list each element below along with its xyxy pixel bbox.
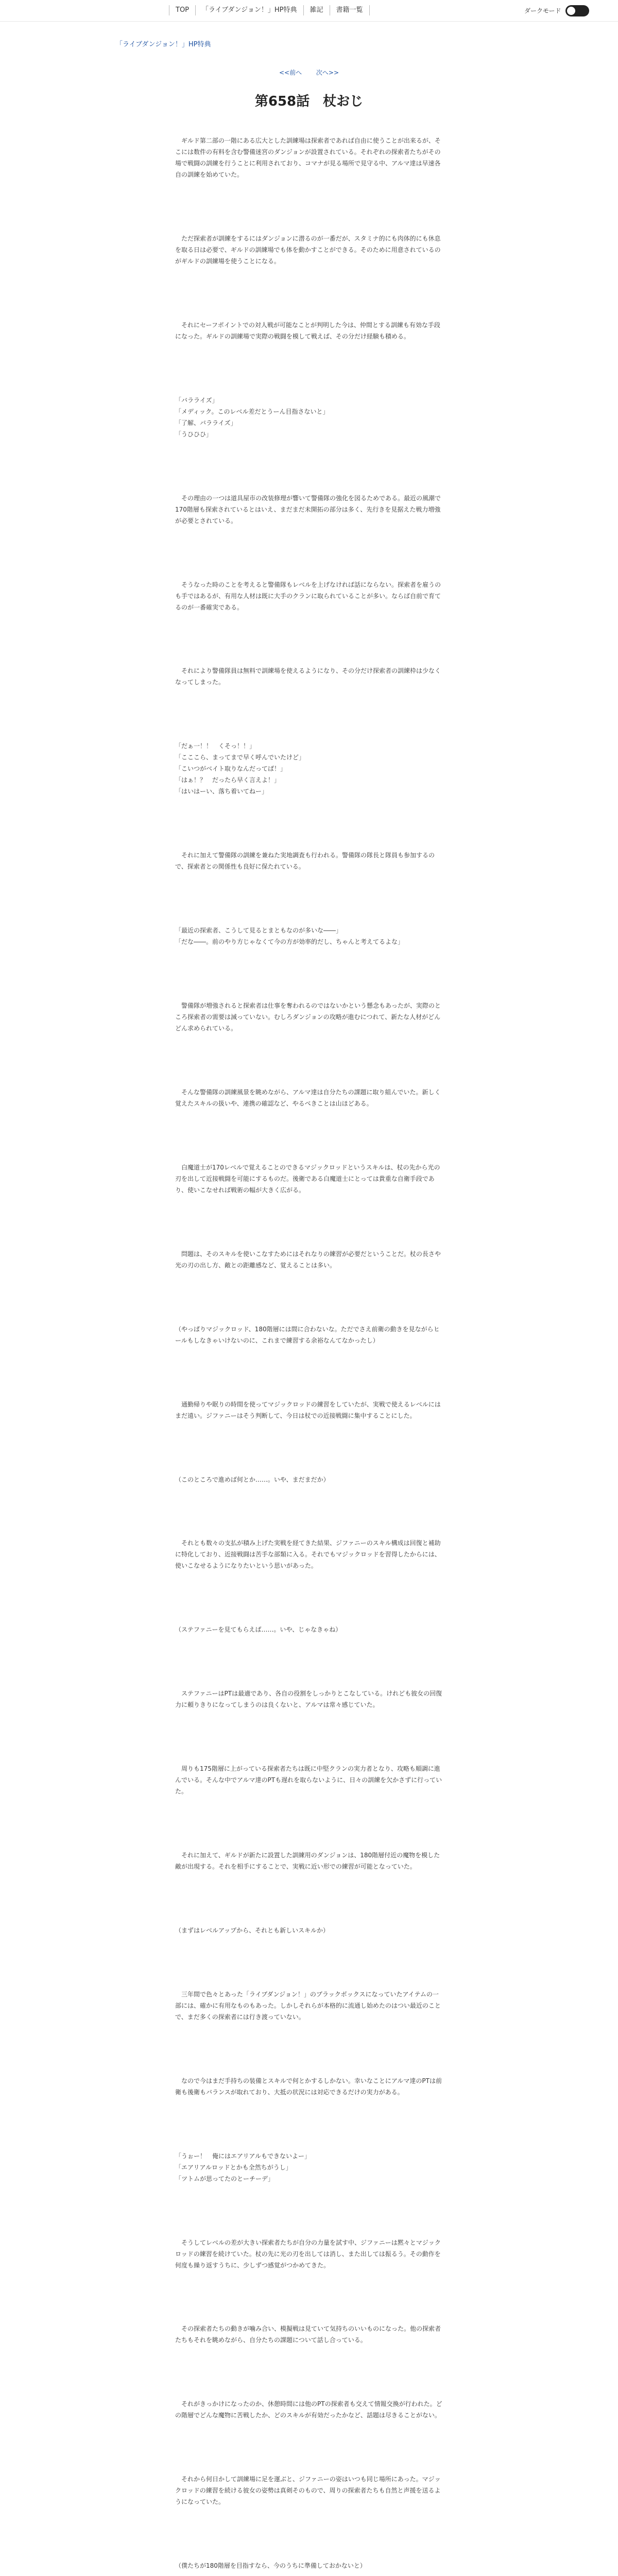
story-paragraph: 「だぁ一！！ くそっ！！」 「こここら、まってまで早く呼んでいたけど」 「こいつがベイト取りなんだってば！」 「はぁ！？ だったら早く言えよ！」 「はいはーい、落ち着いてねー」 [175,742,305,795]
story-paragraph: 通勤帰りや眠りの時間を使ってマジックロッドの練習をしていたが、実戦で使えるレベルにはまだ遠い。ジファニーはそう判断して、今日は杖での近接戦闘に集中することにした。 [175,1400,441,1419]
chapter-title: 第658話 杖おじ [254,94,364,109]
toggle-knob [567,7,575,15]
story-paragraph: 「うぉー！ 俺にはエアリアルもできないよー」 「エアリアルロッドとかも全然ちがうし」 「ツトムが思ってたのとーチーデ」 [175,2152,311,2182]
darkmode-control [524,5,589,16]
breadcrumb-link[interactable]: 「ライブダンジョン！」HP特典 [116,41,211,48]
story-paragraph: それにより警備隊員は無料で訓練場を使えるようになり、その分だけ探索者の訓練枠は少なくなってしまった。 [175,667,441,686]
prev-link[interactable]: <<前へ [279,69,302,76]
story-paragraph: 「最近の探索者、こうして見るとまともなのが多いな――」 「だな――。前のやり方じゃなくて今の方が効率的だし、ちゃんと考えてるよな」 [175,927,404,946]
story-paragraph: ステファニーはPTは最適であり、各自の役割をしっかりとこなしている。けれども彼女の回復力に頼りきりになってしまうのは良くないと、アルマは常々感じていた。 [175,1690,442,1709]
nav-links [169,5,370,15]
darkmode-toggle[interactable] [565,5,589,16]
story-paragraph: そうなった時のことを考えると警備隊もレベルを上げなければ話にならない。探索者を雇うのも手ではあるが、有用な人材は既に大手のクランに取られていることが多い。ならば自前で育てるのが一番確実である。 [175,581,441,611]
story-paragraph: その理由の一つは道具屋市の改装修理が響いて警備隊の強化を図るためである。最近の風潮で170階層も探索されているとはいえ、まだまだ未開拓の部分は多く、先行きを見据えた戦力増強が必要とされている。 [175,494,441,524]
darkmode-label: ダークモード [524,7,561,14]
story-paragraph: それがきっかけになったのか、休憩時間には他のPTの探索者も交えて情報交換が行われた。どの階層でどんな魔物に苦戦したか、どのスキルが有効だったかなど、話題は尽きることがない。 [175,2400,442,2419]
story-paragraph: 「バラライズ」 「メディック。このレベル差だとうーん目指さないと」 「了解、バラライズ」 「うひひひ」 [175,396,329,438]
story-paragraph: ギルド第二部の一階にある広大とした訓練場は探索者であれば自由に使うことが出来るが、そこには数件の有料を含む警備迷宮のダンジョンが設置されている。それぞれの探索者たちがその場で戦闘の訓練を行うことに利用されており、コマナが見る場所で見守る中、アルマ達は早速各自の訓練を始めていた。 [175,137,441,178]
story-paragraph: （僕たちが180階層を目指すなら、今のうちに準備しておかないと） [175,2562,366,2570]
story-paragraph: そうしてレベルの差が大きい探索者たちが自分の力量を試す中、ジファニーは黙々とマジックロッドの練習を続けていた。杖の先に光の刃を出しては消し、また出しては振るう。その動作を何度も繰り返すうちに、少しずつ感覚がつかめてきた。 [175,2239,441,2269]
nav-top[interactable]: TOP [169,5,195,15]
next-link[interactable]: 次へ>> [316,69,339,76]
story-paragraph: （まずはレベルアップから、それとも新しいスキルか） [175,1926,330,1934]
nav-notes[interactable]: 雑記 [303,5,330,15]
story-paragraph: ただ探索者が訓練をするにはダンジョンに潜るのが一番だが、スタミナ的にも肉体的にも休息を取る日は必要で、ギルドの訓練場でも体を動かすことができる。そのために用意されているのがギルドの訓練場を使うことになる。 [175,234,441,265]
chapter-body [175,135,443,2576]
story-paragraph: 警備隊が増強されると探索者は仕事を奪われるのではないかという懸念もあったが、実際のところ探索者の需要は減っていない。むしろダンジョンの攻略が進むにつれて、新たな人材がどんどん求められている。 [175,1002,441,1032]
story-paragraph: それに加えて警備隊の訓練を兼ねた実地調査も行われる。警備隊の隊長と隊員も参加するので、探索者との関係性も良好に保たれている。 [175,852,435,871]
story-paragraph: （やっぱりマジックロッド、180階層には間に合わないな。ただでさえ前衛の動きを見ながらヒールもしなきゃいけないのに、これまで練習する余裕なんてなかったし） [175,1325,440,1344]
story-paragraph: 周りも175階層に上がっている探索者たちは既に中堅クランの実力者となり、攻略も順調に進んでいる。そんな中でアルマ達のPTも遅れを取らないように、日々の訓練を欠かさずに行っていた。 [175,1765,442,1795]
story-paragraph: 白魔道士が170レベルで覚えることのできるマジックロッドというスキルは、杖の先から光の刃を出して近接戦闘を可能にするものだ。後衛である白魔道士にとっては貴重な自衛手段であり、使いこなせれば戦術の幅が大きく広がる。 [175,1163,440,1194]
story-paragraph: なので今はまだ手持ちの装備とスキルで何とかするしかない。幸いなことにアルマ達のPTは前衛も後衛もバランスが取れており、大抵の状況には対応できるだけの実力がある。 [175,2077,442,2096]
story-paragraph: 三年間で色々とあった「ライブダンジョン！」のブラックボックスになっていたアイテムの一部には、確かに有用なものもあった。しかしそれらが本格的に流通し始めたのはつい最近のことで、まだ多くの探索者には行き渡っていない。 [175,1990,441,2021]
story-paragraph: それとも数々の支払が積み上げた実戦を経てきた結果、ジファニーのスキル構成は回復と補助に特化しており、近接戦闘は苦手な部類に入る。それでもマジックロッドを習得したからには、使いこなせるようになりたいという思いがあった。 [175,1539,441,1570]
story-paragraph: 問題は、そのスキルを使いこなすためにはそれなりの練習が必要だということだ。杖の長さや光の刃の出し方、敵との距離感など、覚えることは多い。 [175,1250,441,1269]
story-paragraph: （このところで進めば何とか……。いや、まだまだか） [175,1476,330,1483]
nav-books[interactable]: 書籍一覧 [330,5,370,15]
top-navigation [0,0,618,22]
story-paragraph: それにセーフポイントでの対人戦が可能なことが判明した今は、仲間とする訓練も有効な手段になった。ギルドの訓練場で実際の戦闘を模して戦えば、その分だけ経験も積める。 [175,321,440,340]
nav-hp-bonus[interactable]: 「ライブダンジョン！」HP特典 [195,5,303,15]
story-paragraph: それに加えて、ギルドが新たに設置した訓練用のダンジョンは、180階層付近の魔物を模した敵が出現する。それを相手にすることで、実戦に近い形での練習が可能となっていた。 [175,1852,440,1871]
story-paragraph: その探索者たちの動きが噛み合い、模擬戦は見ていて気持ちのいいものになった。他の探索者たちもそれを眺めながら、自分たちの課題について話し合っている。 [175,2325,441,2344]
story-paragraph: それから何日かして訓練場に足を運ぶと、ジファニーの姿はいつも同じ場所にあった。マジックロッドの練習を続ける彼女の姿勢は真剣そのもので、周りの探索者たちも自然と声援を送るようになっていた。 [175,2476,441,2506]
story-paragraph: そんな警備隊の訓練風景を眺めながら、アルマ達は自分たちの課題に取り組んでいた。新しく覚えたスキルの扱いや、連携の確認など、やるべきことは山ほどある。 [175,1088,441,1107]
pager-top [0,68,618,77]
story-paragraph: （ステファニーを見てもらえば……。いや、じゃなきゃね） [175,1626,342,1634]
